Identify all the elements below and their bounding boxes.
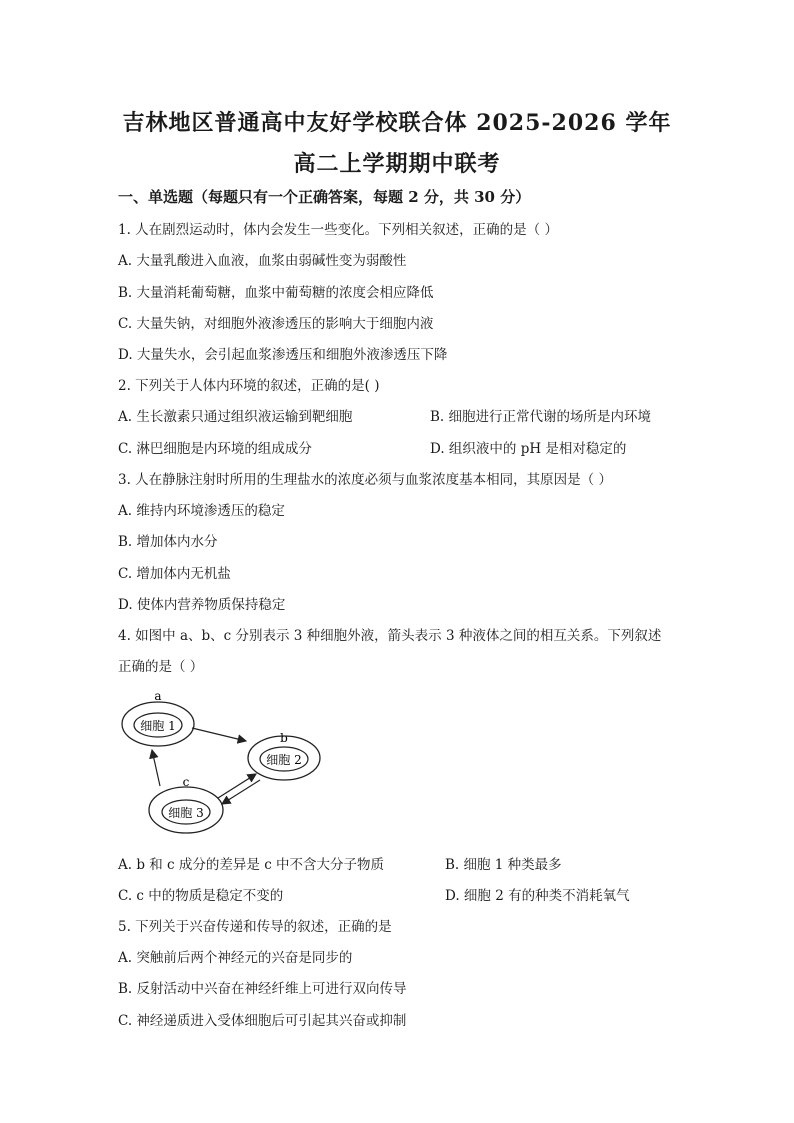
question-1-option-c: C. 大量失钠，对细胞外液渗透压的影响大于细胞内液 [118, 316, 434, 332]
question-2-stem: 2. 下列关于人体内环境的叙述，正确的是( ) [118, 378, 380, 394]
body-fluid-diagram [112, 686, 342, 846]
question-1-option-d: D. 大量失水，会引起血浆渗透压和细胞外液渗透压下降 [118, 347, 448, 363]
label-c: c [182, 775, 190, 789]
question-4-option-b: B. 细胞 1 种类最多 [445, 857, 562, 873]
document-title-line2: 高二上学期期中联考 [293, 151, 501, 177]
question-2-option-c: C. 淋巴细胞是内环境的组成成分 [118, 441, 312, 457]
question-4-stem-line1: 4. 如图中 a、b、c 分别表示 3 种细胞外液，箭头表示 3 种液体之间的相互关系。下列叙述 [118, 628, 662, 644]
question-4-option-d: D. 细胞 2 有的种类不消耗氧气 [445, 888, 630, 904]
cell-1-label: 细胞 1 [140, 719, 176, 733]
question-5-option-c: C. 神经递质进入受体细胞后可引起其兴奋或抑制 [118, 1013, 407, 1029]
question-3-option-d: D. 使体内营养物质保持稳定 [118, 597, 286, 613]
question-4-stem-line2: 正确的是（ ） [118, 659, 204, 675]
question-3-option-a: A. 维持内环境渗透压的稳定 [118, 503, 285, 519]
question-2-option-a: A. 生长激素只通过组织液运输到靶细胞 [118, 409, 353, 425]
cell-3-label: 细胞 3 [168, 806, 204, 820]
question-1-stem: 1. 人在剧烈运动时，体内会发生一些变化。下列相关叙述，正确的是（ ） [118, 222, 558, 238]
question-5-option-a: A. 突触前后两个神经元的兴奋是同步的 [118, 950, 353, 966]
question-4-option-a: A. b 和 c 成分的差异是 c 中不含大分子物质 [118, 857, 385, 873]
label-a: a [154, 689, 162, 703]
question-3-option-c: C. 增加体内无机盐 [118, 566, 231, 582]
question-5-option-b: B. 反射活动中兴奋在神经纤维上可进行双向传导 [118, 981, 407, 997]
question-2-option-b: B. 细胞进行正常代谢的场所是内环境 [430, 409, 652, 425]
arrow-c-to-a [152, 750, 160, 786]
arrow-a-to-b [192, 728, 246, 741]
section-heading: 一、单选题（每题只有一个正确答案，每题 2 分，共 30 分） [118, 188, 531, 206]
question-3-option-b: B. 增加体内水分 [118, 534, 218, 550]
question-1-option-a: A. 大量乳酸进入血液，血浆由弱碱性变为弱酸性 [118, 253, 407, 269]
question-4-option-c: C. c 中的物质是稳定不变的 [118, 888, 284, 904]
cell-2-label: 细胞 2 [266, 753, 302, 767]
document-title-line1: 吉林地区普通高中友好学校联合体 2025-2026 学年 [122, 110, 672, 136]
label-b: b [280, 731, 288, 745]
question-2-option-d: D. 组织液中的 pH 是相对稳定的 [430, 441, 627, 457]
question-1-option-b: B. 大量消耗葡萄糖，血浆中葡萄糖的浓度会相应降低 [118, 285, 434, 301]
question-3-stem: 3. 人在静脉注射时所用的生理盐水的浓度必须与血浆浓度基本相同，其原因是（ ） [118, 472, 612, 488]
question-5-stem: 5. 下列关于兴奋传递和传导的叙述，正确的是 [118, 919, 392, 935]
